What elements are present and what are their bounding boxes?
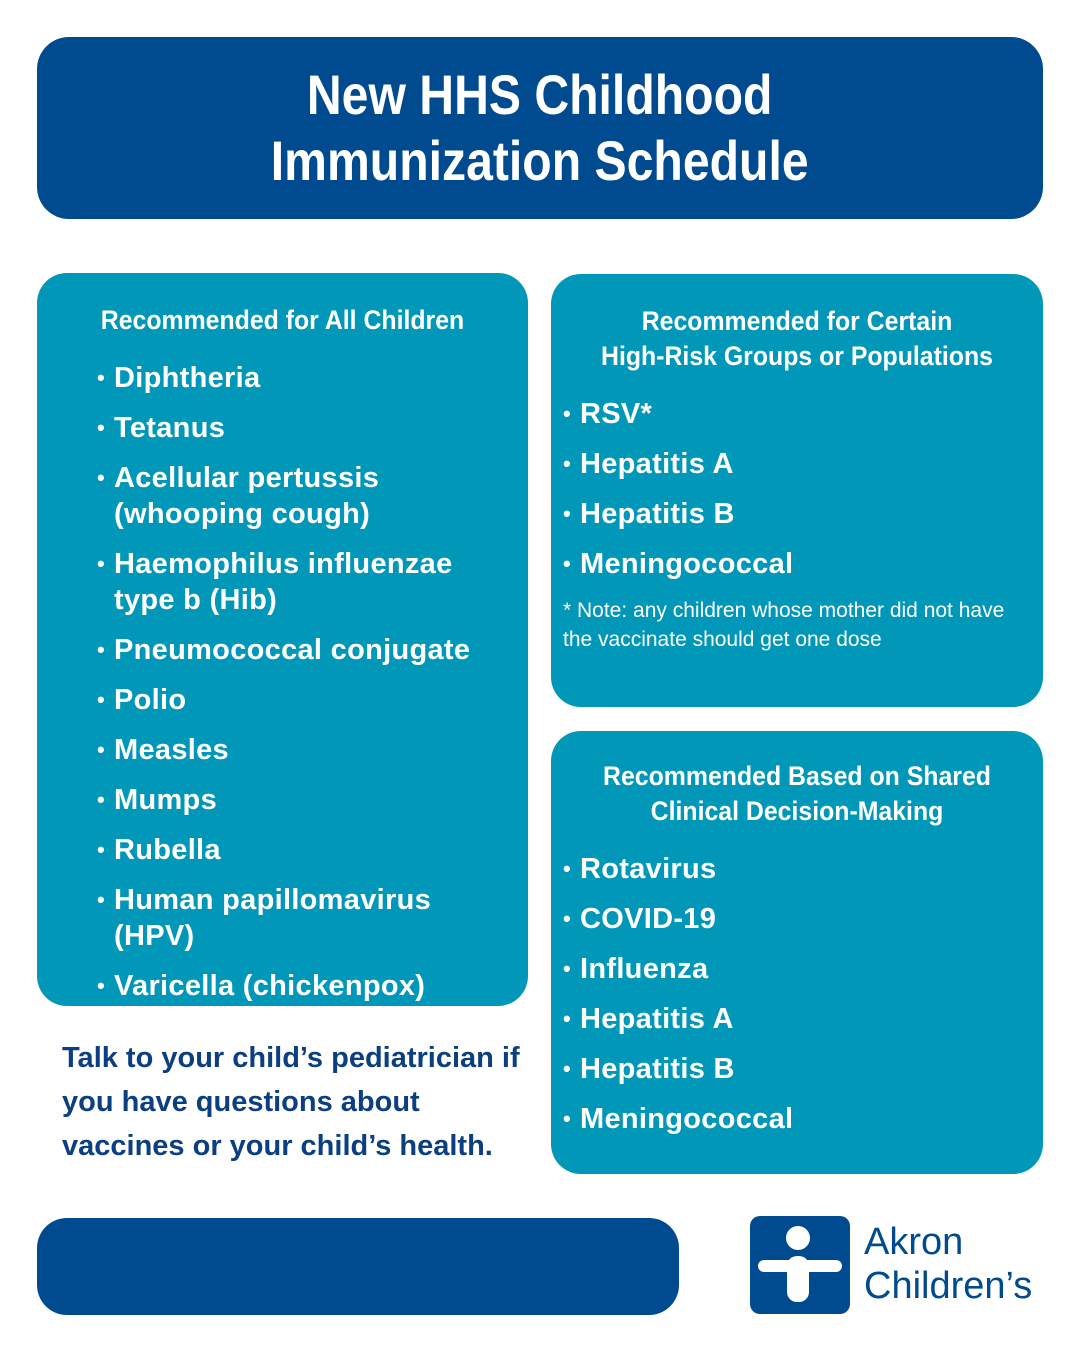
list-item-text: Varicella (chickenpox) [114, 970, 426, 1002]
list-item-text: Hepatitis A [580, 448, 734, 480]
bullet: • [97, 415, 106, 440]
list-item-text: Influenza [580, 953, 709, 985]
list-item-text: Meningococcal [580, 548, 794, 580]
bullet: • [97, 787, 106, 812]
bullet: • [563, 451, 572, 476]
bullet: • [563, 501, 572, 526]
bullet: • [97, 551, 106, 576]
list-item [97, 546, 508, 618]
bullet: • [97, 465, 106, 490]
all-children-list [97, 360, 508, 1004]
bullet: • [563, 401, 572, 426]
bullet: • [563, 1006, 572, 1031]
bullet: • [563, 551, 572, 576]
logo-line-1: Akron [864, 1221, 964, 1263]
list-item [563, 1101, 1031, 1137]
bullet: • [97, 973, 106, 998]
list-item [563, 851, 1031, 887]
list-item-text: Meningococcal [580, 1103, 794, 1135]
list-item-text: Hepatitis B [580, 498, 735, 530]
list-item-text: Hepatitis A [580, 1003, 734, 1035]
bullet: • [97, 687, 106, 712]
high-risk-title: Recommended for Certain High-Risk Groups or Populations [601, 306, 993, 371]
high-risk-list [563, 396, 1031, 582]
bullet: • [97, 365, 106, 390]
list-item-text: Polio [114, 684, 187, 716]
list-item [563, 901, 1031, 937]
child-figure-icon [750, 1216, 850, 1314]
page-title-line-2: Immunization Schedule [271, 129, 809, 192]
child-figure-svg [750, 1216, 850, 1314]
list-item-text: Haemophilus influenzae type b (Hib) [114, 548, 453, 616]
list-item-text: Diphtheria [114, 362, 261, 394]
list-item-text: Pneumococcal conjugate [114, 634, 471, 666]
shared-decision-card [551, 731, 1043, 1174]
page-header [37, 37, 1043, 219]
list-item-text: Tetanus [114, 412, 226, 444]
list-item [563, 446, 1031, 482]
bullet: • [97, 737, 106, 762]
list-item [97, 832, 508, 868]
bullet: • [563, 1106, 572, 1131]
akron-childrens-logo [750, 1216, 1050, 1316]
list-item [563, 951, 1031, 987]
list-item-text: Rotavirus [580, 853, 717, 885]
list-item-text: RSV* [580, 398, 653, 430]
list-item [97, 968, 508, 1004]
list-item [97, 460, 508, 532]
list-item [97, 682, 508, 718]
rsv-note: * Note: any children whose mother did not have the vaccinate should get one dose [563, 599, 1005, 651]
bullet: • [97, 637, 106, 662]
list-item [97, 410, 508, 446]
list-item-text: Hepatitis B [580, 1053, 735, 1085]
bullet: • [563, 956, 572, 981]
bullet: • [563, 856, 572, 881]
list-item [563, 396, 1031, 432]
list-item [97, 360, 508, 396]
list-item [97, 732, 508, 768]
list-item-text: Rubella [114, 834, 221, 866]
logo-wordmark [864, 1220, 1032, 1308]
list-item-text: Acellular pertussis (whooping cough) [114, 462, 380, 530]
list-item [563, 1001, 1031, 1037]
bullet: • [97, 837, 106, 862]
list-item-text: COVID-19 [580, 903, 717, 935]
logo-line-2: Children’s [864, 1265, 1033, 1307]
pediatrician-message: Talk to your child’s pediatrician if you have questions about vaccines or your child’s health. [62, 1042, 520, 1162]
bullet: • [563, 1056, 572, 1081]
list-item [97, 632, 508, 668]
footer-bar [37, 1218, 679, 1315]
list-item-text: Human papillomavirus (HPV) [114, 884, 432, 952]
page-title-line-1: New HHS Childhood [307, 63, 773, 126]
list-item [97, 882, 508, 954]
high-risk-card [551, 274, 1043, 707]
shared-decision-title: Recommended Based on Shared Clinical Decision-Making [603, 761, 991, 826]
list-item [563, 1051, 1031, 1087]
all-children-title: Recommended for All Children [100, 305, 465, 335]
shared-decision-list [563, 851, 1031, 1137]
list-item [563, 546, 1031, 582]
list-item [563, 496, 1031, 532]
bullet: • [563, 906, 572, 931]
all-children-card [37, 273, 528, 1006]
list-item [97, 782, 508, 818]
list-item-text: Measles [114, 734, 229, 766]
bullet: • [97, 887, 106, 912]
list-item-text: Mumps [114, 784, 217, 816]
